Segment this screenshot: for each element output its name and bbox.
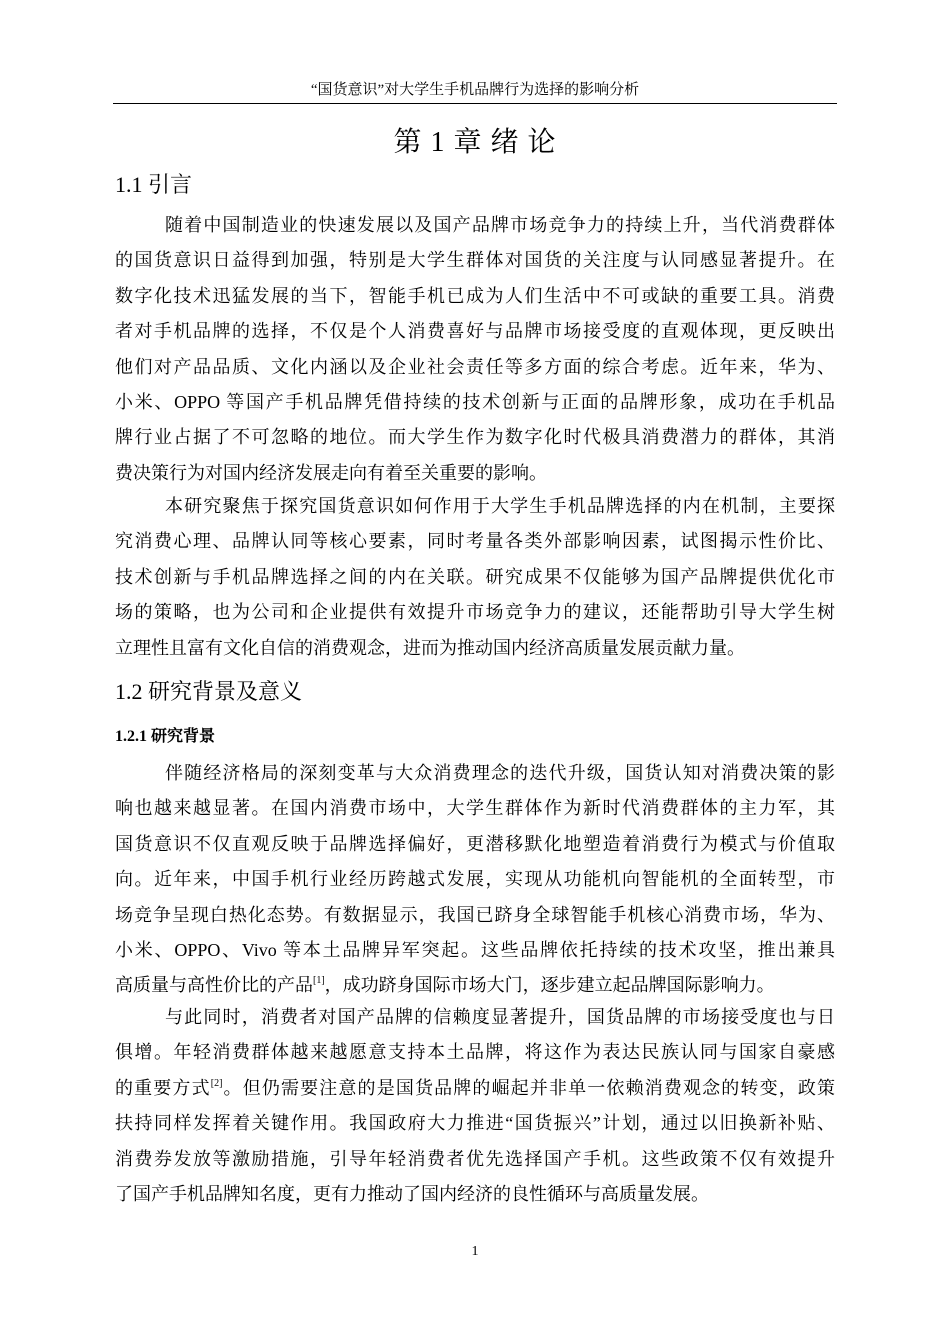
text-line: 扶持同样发挥着关键作用。我国政府大力推进“国货振兴”计划，通过以旧换新补贴、: [115, 1113, 835, 1134]
chapter-title: 第 1 章 绪 论: [393, 127, 557, 158]
running-header: “国货意识”对大学生手机品牌行为选择的影响分析: [310, 82, 640, 98]
text-line: 的国货意识日益得到加强，特别是大学生群体对国货的关注度与认同感显著提升。在: [115, 250, 835, 271]
text-line: 小米、OPPO 等国产手机品牌凭借持续的技术创新与正面的品牌形象，成功在手机品: [115, 391, 835, 412]
text-line: 响也越来越显著。在国内消费市场中，大学生群体作为新时代消费群体的主力军，其: [115, 798, 835, 819]
text-line: 小米、OPPO、Vivo 等本土品牌异军突起。这些品牌依托持续的技术攻坚，推出兼具: [115, 939, 835, 960]
text-line: 场竞争呈现白热化态势。有数据显示，我国已跻身全球智能手机核心消费市场，华为、: [115, 904, 835, 925]
text-line: 伴随经济格局的深刻变革与大众消费理念的迭代升级，国货认知对消费决策的影: [165, 763, 835, 783]
paragraph: [115, 489, 835, 666]
text-line: 本研究聚焦于探究国货意识如何作用于大学生手机品牌选择的内在机制，主要探: [165, 496, 835, 516]
text-line: 俱增。年轻消费群体越来越愿意支持本土品牌，将这作为表达民族认同与国家自豪感: [115, 1042, 835, 1063]
subsection-heading-1-2-1: 1.2.1 研究背景: [115, 728, 216, 745]
text-line: 向。近年来，中国手机行业经历跨越式发展，实现从功能机向智能机的全面转型，市: [115, 869, 835, 890]
text-line: 费决策行为对国内经济发展走向有着至关重要的影响。: [115, 462, 547, 483]
text-line: 的重要方式[2]。但仍需要注意的是国货品牌的崛起并非单一依赖消费观念的转变，政策: [115, 1077, 836, 1098]
text-line: 随着中国制造业的快速发展以及国产品牌市场竞争力的持续上升，当代消费群体: [165, 215, 835, 235]
text-line: 与此同时，消费者对国产品牌的信赖度显著提升，国货品牌的市场接受度也与日: [165, 1007, 835, 1027]
text-line: 者对手机品牌的选择，不仅是个人消费喜好与品牌市场接受度的直观体现，更反映出: [115, 321, 835, 342]
text-line: 了国产手机品牌知名度，更有力推动了国内经济的良性循环与高质量发展。: [115, 1183, 709, 1204]
text-line: 消费券发放等激励措施，引导年轻消费者优先选择国产手机。这些政策不仅有效提升: [115, 1148, 835, 1169]
paragraph: [115, 1000, 835, 1212]
paragraph: [115, 756, 835, 1004]
text-line: 立理性且富有文化自信的消费观念，进而为推动国内经济高质量发展贡献力量。: [115, 637, 745, 658]
text-line: 国货意识不仅直观反映于品牌选择偏好，更潜移默化地塑造着消费行为模式与价值取: [115, 833, 835, 854]
text-line: 场的策略，也为公司和企业提供有效提升市场竞争力的建议，还能帮助引导大学生树: [115, 602, 835, 623]
text-line: 技术创新与手机品牌选择之间的内在关联。研究成果不仅能够为国产品牌提供优化市: [115, 566, 835, 587]
citation-ref[interactable]: [2]: [210, 1077, 223, 1089]
page-number: 1: [471, 1244, 479, 1259]
section-heading-1-2: 1.2 研究背景及意义: [115, 679, 303, 704]
paragraph: [115, 208, 835, 491]
text-line: 高质量与高性价比的产品[1]，成功跻身国际市场大门，逐步建立起品牌国际影响力。: [115, 975, 775, 996]
text-line: 究消费心理、品牌认同等核心要素，同时考量各类外部影响因素，试图揭示性价比、: [115, 531, 835, 552]
section-heading-1-1: 1.1 引言: [115, 172, 193, 197]
header-rule: [113, 103, 837, 104]
citation-ref[interactable]: [1]: [313, 975, 325, 987]
text-line: 他们对产品品质、文化内涵以及企业社会责任等多方面的综合考虑。近年来，华为、: [115, 356, 835, 377]
text-line: 牌行业占据了不可忽略的地位。而大学生作为数字化时代极具消费潜力的群体，其消: [115, 427, 835, 448]
text-line: 数字化技术迅猛发展的当下，智能手机已成为人们生活中不可或缺的重要工具。消费: [115, 285, 835, 306]
